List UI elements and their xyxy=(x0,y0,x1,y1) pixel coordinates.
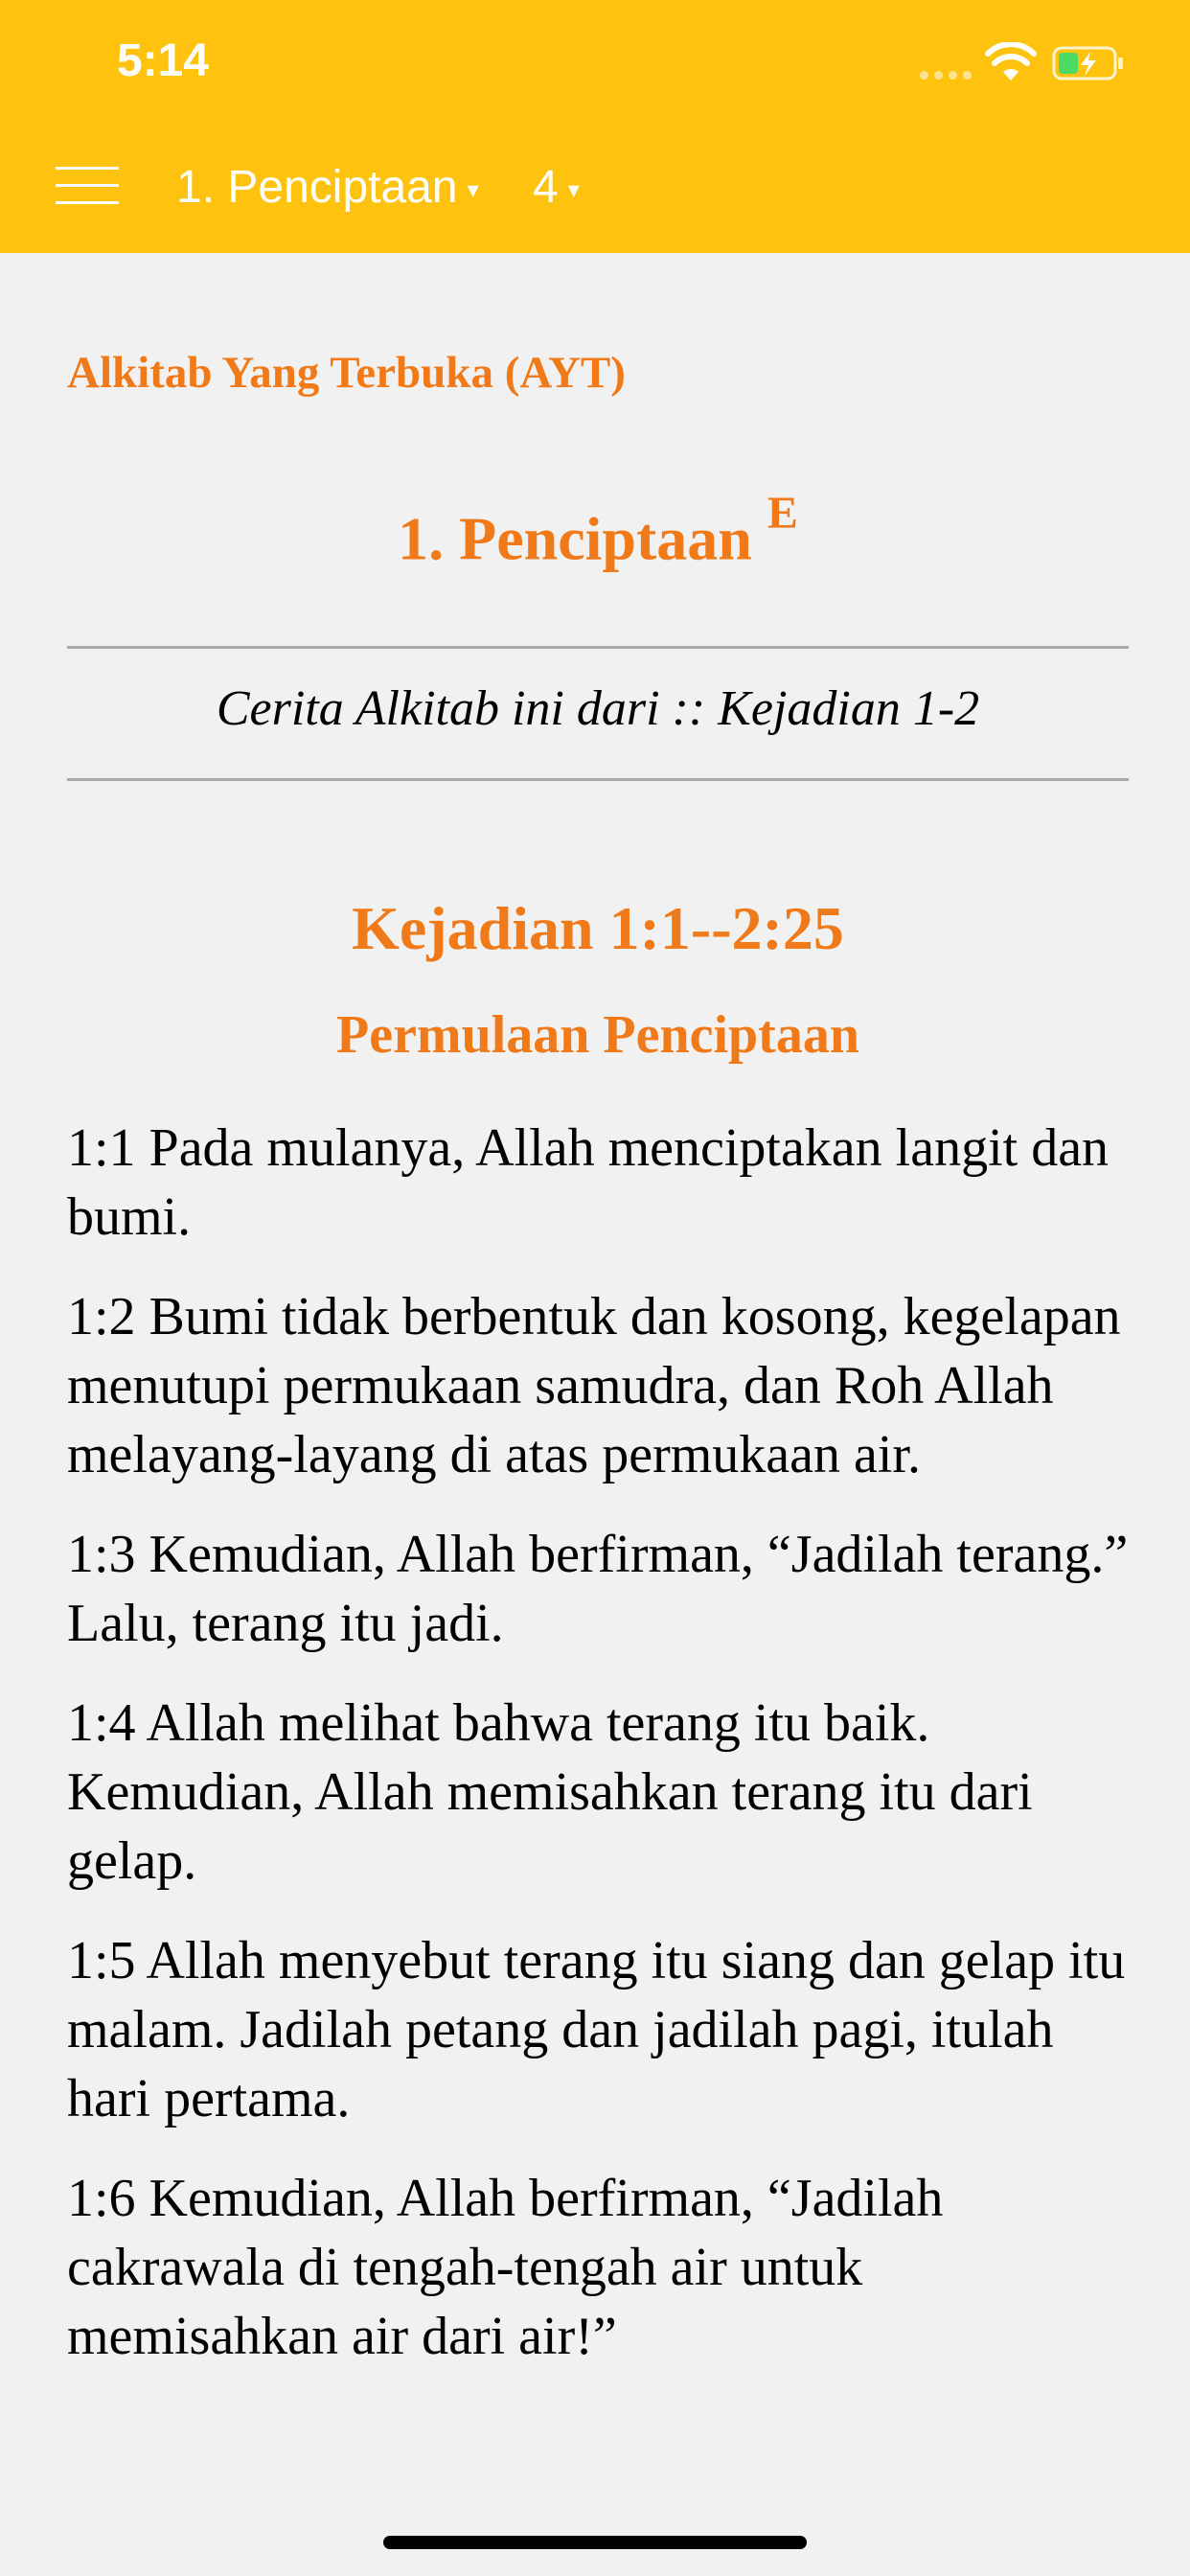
chapter-selector-label: 4 xyxy=(533,162,559,213)
cellular-signal-icon xyxy=(920,71,972,80)
verse-list xyxy=(67,1114,1129,2402)
story-title-text: 1. Penciptaan xyxy=(398,504,752,573)
verse-1-2: 1:2 Bumi tidak berbentuk dan kosong, kegelapan menutupi permukaan samudra, dan Roh Allah melayang-layang di atas permukaan air. xyxy=(67,1287,1121,1484)
verse-1-4: 1:4 Allah melihat bahwa terang itu baik. Kemudian, Allah memisahkan terang itu dari gelap. xyxy=(67,1693,1033,1891)
verse-1-3: 1:3 Kemudian, Allah berfirman, “Jadilah terang.” Lalu, terang itu jadi. xyxy=(67,1525,1129,1653)
bible-version-name: Alkitab Yang Terbuka (AYT) xyxy=(67,348,626,398)
story-title xyxy=(67,488,1129,574)
source-reference: Cerita Alkitab ini dari :: Kejadian 1-2 xyxy=(216,681,980,736)
wifi-icon xyxy=(985,42,1037,82)
footnote-marker[interactable]: E xyxy=(767,488,798,539)
app-header xyxy=(0,0,1190,253)
verse-1-5: 1:5 Allah menyebut terang itu siang dan gelap itu malam. Jadilah petang dan jadilah pagi, itulah hari pertama. xyxy=(67,1931,1126,2128)
battery-charging-icon xyxy=(1052,46,1125,80)
verse-1-1: 1:1 Pada mulanya, Allah menciptakan langit dan bumi. xyxy=(67,1118,1110,1247)
chapter-selector[interactable] xyxy=(533,161,580,214)
status-time: 5:14 xyxy=(117,35,210,86)
divider-bottom xyxy=(67,778,1129,781)
book-selector-label: 1. Penciptaan xyxy=(176,162,458,213)
chevron-down-icon: ▾ xyxy=(567,176,580,203)
hamburger-menu-icon[interactable] xyxy=(56,163,121,209)
verse-1-6: 1:6 Kemudian, Allah berfirman, “Jadilah cakrawala di tengah-tengah air untuk memisahkan air dari air!” xyxy=(67,2169,944,2366)
section-heading: Permulaan Penciptaan xyxy=(336,1005,859,1065)
home-indicator[interactable] xyxy=(383,2536,807,2549)
chevron-down-icon: ▾ xyxy=(467,176,479,203)
passage-reference: Kejadian 1:1--2:25 xyxy=(352,894,844,962)
book-selector[interactable] xyxy=(176,161,479,214)
divider-top xyxy=(67,646,1129,649)
